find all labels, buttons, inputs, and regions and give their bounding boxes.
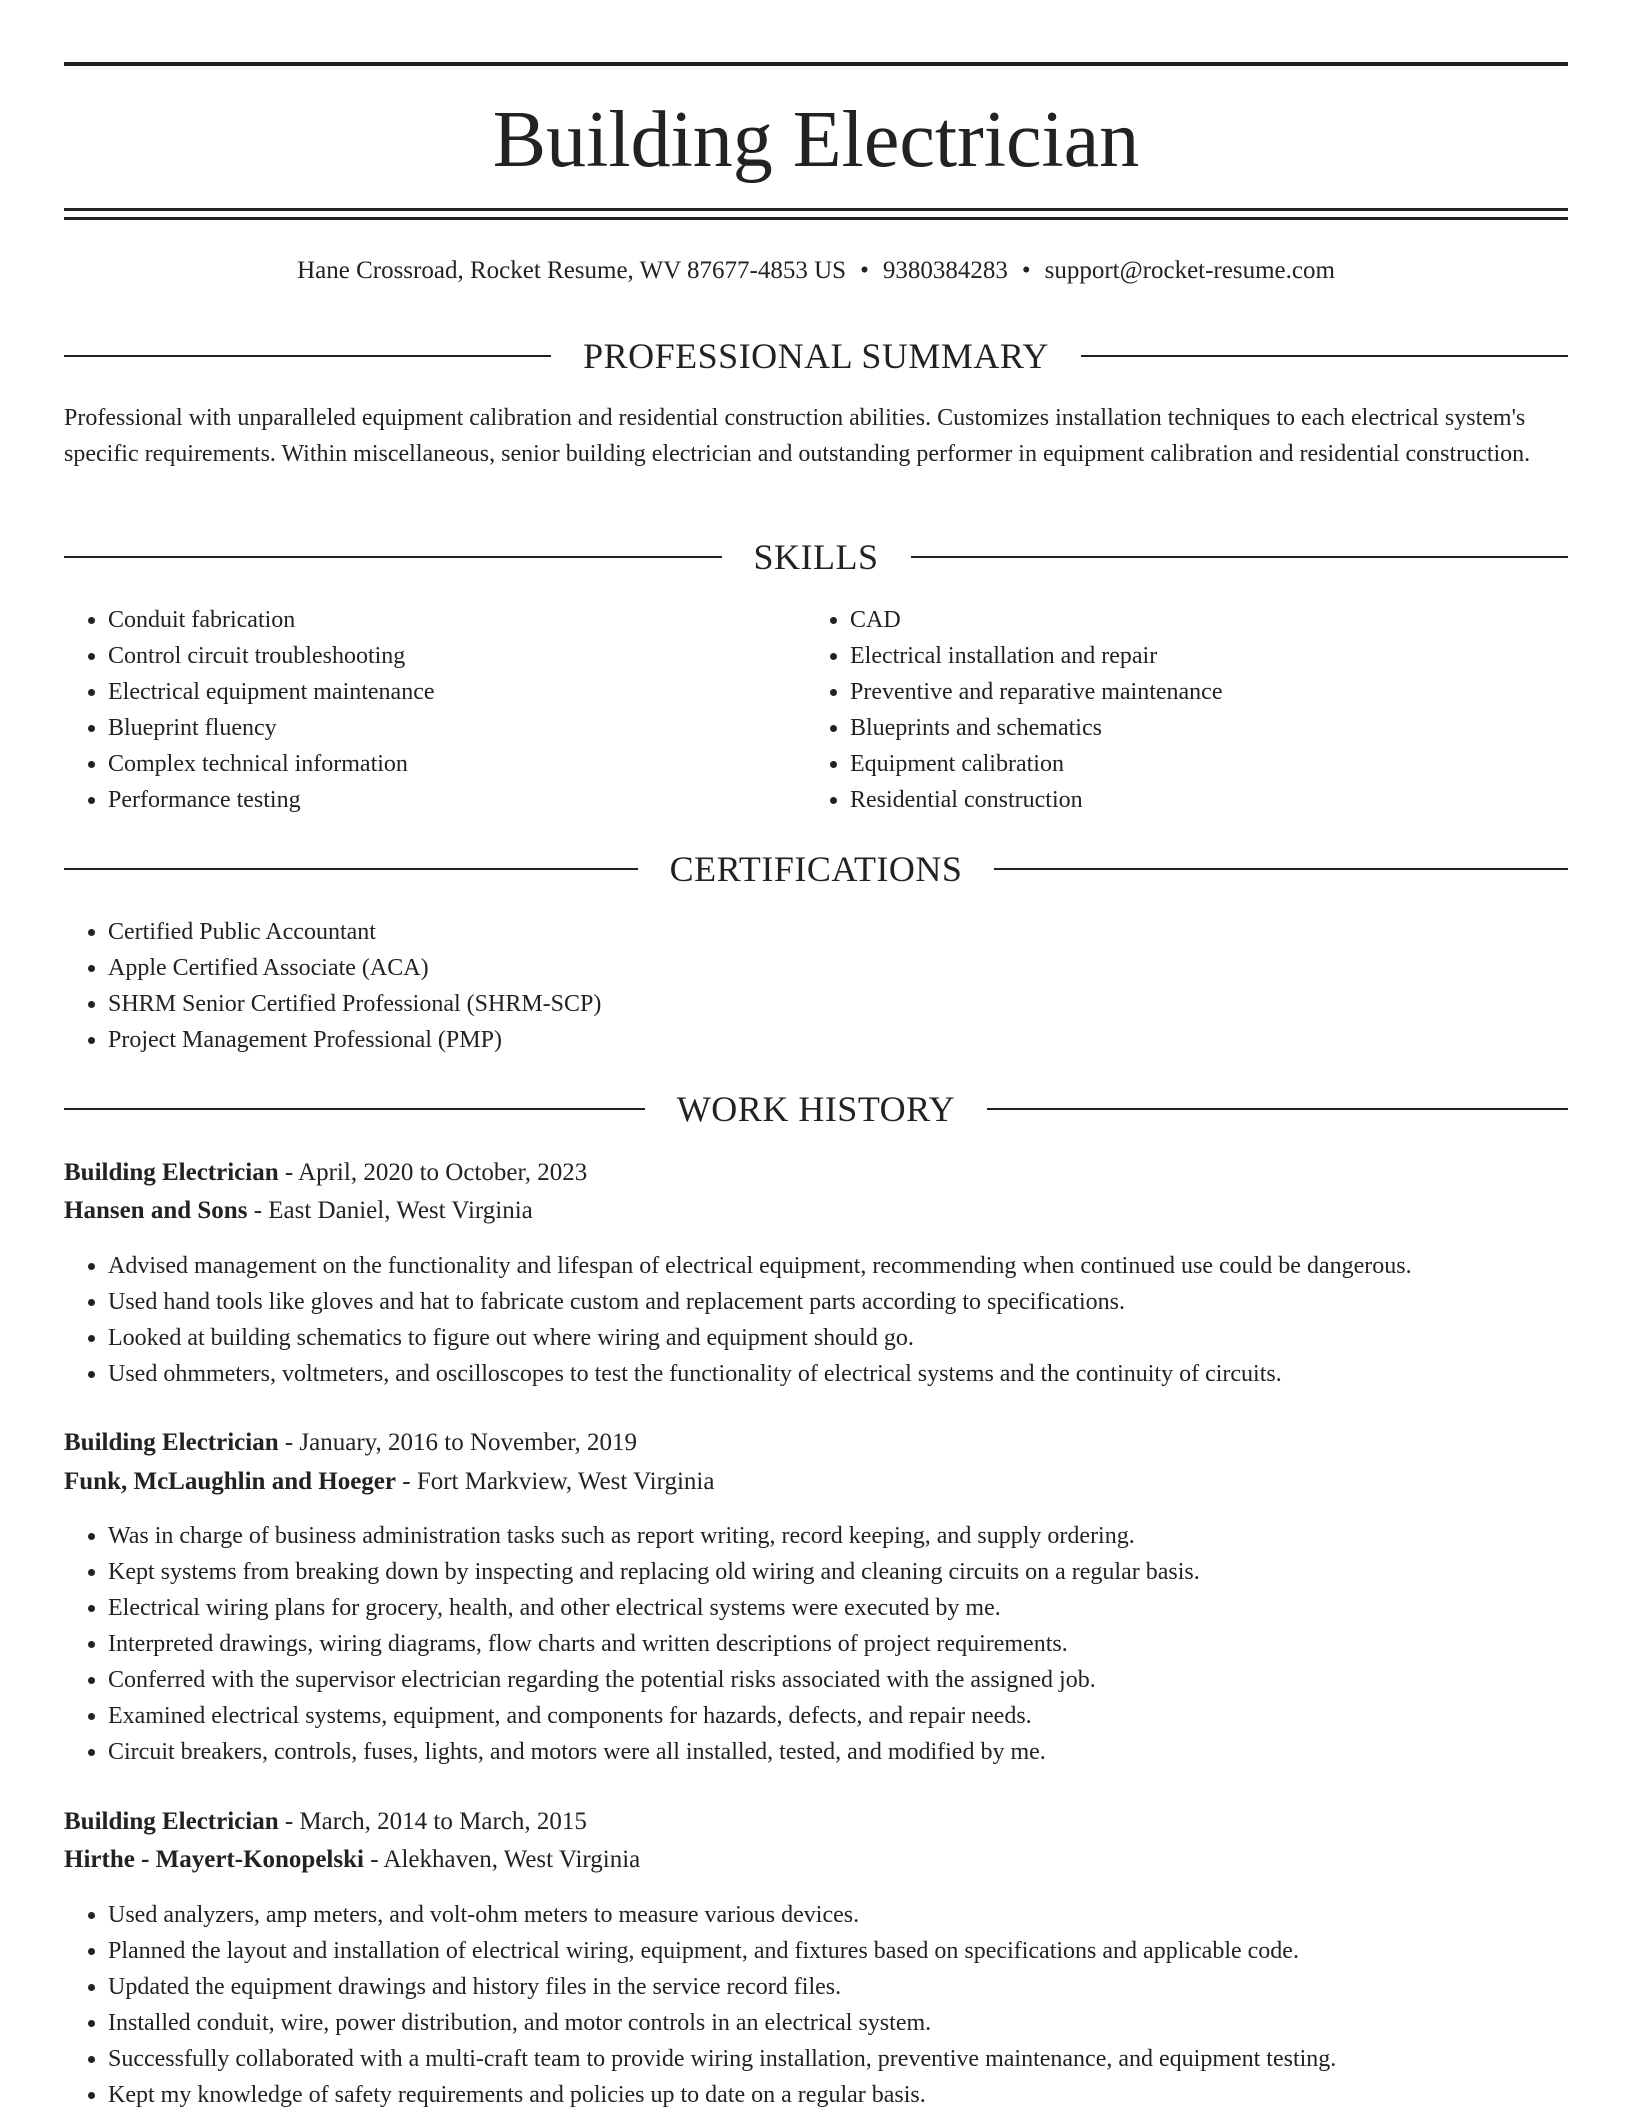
divider-line [64, 556, 722, 558]
skill-item: • Blueprints and schematics [850, 710, 1610, 746]
job-dates: - March, 2014 to March, 2015 [278, 1808, 587, 1835]
job-company-line [64, 1841, 1568, 1879]
double-rule [64, 208, 1568, 220]
job-bullet: • Examined electrical systems, equipment, and components for hazards, defects, and repair needs. [108, 1698, 1568, 1734]
skill-item: • Blueprint fluency [108, 710, 808, 746]
skills-list-left [64, 602, 808, 818]
job-location: - Fort Markview, West Virginia [396, 1468, 715, 1495]
job-bullet: • Circuit breakers, controls, fuses, lights, and motors were all installed, tested, and modified by me. [108, 1734, 1568, 1770]
summary-heading [64, 336, 1568, 376]
job-company-line [64, 1192, 1568, 1230]
section-title: PROFESSIONAL SUMMARY [583, 336, 1049, 376]
contact-phone: 9380384283 [882, 257, 1008, 284]
skills-list-right [806, 602, 1610, 818]
contact-separator: • [860, 257, 869, 284]
job-bullet: • Advised management on the functionality and lifespan of electrical equipment, recommending when continued use could be dangerous. [108, 1248, 1568, 1284]
job-location: - East Daniel, West Virginia [247, 1197, 533, 1224]
job-bullet: • Interpreted drawings, wiring diagrams, flow charts and written descriptions of project requirements. [108, 1626, 1568, 1662]
job-title: Building Electrician [64, 1159, 279, 1186]
job-company: Hirthe - Mayert-Konopelski [64, 1846, 364, 1873]
certification-item: • Project Management Professional (PMP) [108, 1022, 1108, 1058]
divider-line [994, 868, 1568, 870]
skill-item: • Electrical installation and repair [850, 638, 1610, 674]
job-bullet: • Kept systems from breaking down by inspecting and replacing old wiring and cleaning circuits on a regular basis. [108, 1554, 1568, 1590]
job-bullet: • Conferred with the supervisor electrician regarding the potential risks associated with the assigned job. [108, 1662, 1568, 1698]
job-bullet: • Installed conduit, wire, power distribution, and motor controls in an electrical system. [108, 2005, 1568, 2041]
contact-address: Hane Crossroad, Rocket Resume, WV 87677-4853 US [297, 257, 847, 284]
summary-text: Professional with unparalleled equipment calibration and residential construction abilities. Customizes installation techniques to each electrical system's specific requirements. Within miscellaneous, senior building electrician and outstanding performer in equipment calibration and residential construction. [64, 405, 1531, 467]
job-location: - Alekhaven, West Virginia [363, 1846, 641, 1873]
certification-item: • Apple Certified Associate (ACA) [108, 950, 1108, 986]
job-dates: - January, 2016 to November, 2019 [278, 1429, 638, 1456]
skill-item: • Electrical equipment maintenance [108, 674, 808, 710]
contact-email: support@rocket-resume.com [1044, 257, 1335, 284]
certification-item: • Certified Public Accountant [108, 914, 1108, 950]
skill-item: • Control circuit troubleshooting [108, 638, 808, 674]
skill-item: • CAD [850, 602, 1610, 638]
skill-item: • Equipment calibration [850, 746, 1610, 782]
divider-line [64, 1108, 645, 1110]
work-history-heading [64, 1089, 1568, 1129]
skill-item: • Complex technical information [108, 746, 808, 782]
job-title: Building Electrician [64, 1429, 279, 1456]
divider-line [1081, 355, 1568, 357]
job-bullet: • Electrical wiring plans for grocery, health, and other electrical systems were executed by me. [108, 1590, 1568, 1626]
divider-line [987, 1108, 1568, 1110]
job-title-line [64, 1803, 1568, 1841]
job-title-line [64, 1154, 1568, 1192]
top-rule [64, 62, 1568, 66]
job-bullet: • Used ohmmeters, voltmeters, and oscilloscopes to test the functionality of electrical systems and the continuity of circuits. [108, 1356, 1568, 1392]
resume-name: Building Electrician [492, 96, 1140, 184]
skill-item: • Residential construction [850, 782, 1610, 818]
skill-item: • Conduit fabrication [108, 602, 808, 638]
certifications-list [64, 914, 1108, 1058]
job-bullet: • Used hand tools like gloves and hat to fabricate custom and replacement parts according to specifications. [108, 1284, 1568, 1320]
skills-heading [64, 537, 1568, 577]
certification-item: • SHRM Senior Certified Professional (SHRM-SCP) [108, 986, 1108, 1022]
skill-item: • Performance testing [108, 782, 808, 818]
job-bullet: • Looked at building schematics to figure out where wiring and equipment should go. [108, 1320, 1568, 1356]
job-bullet: • Was in charge of business administration tasks such as report writing, record keeping, and supply ordering. [108, 1518, 1568, 1554]
contact-separator: • [1021, 257, 1031, 284]
contact-line [64, 256, 1568, 286]
job-company: Funk, McLaughlin and Hoeger [64, 1468, 396, 1495]
section-title: CERTIFICATIONS [669, 849, 963, 889]
divider-line [64, 355, 551, 357]
certifications-heading [64, 849, 1568, 889]
job-bullets [64, 1518, 1568, 1770]
job-bullet: • Used analyzers, amp meters, and volt-ohm meters to measure various devices. [108, 1897, 1568, 1933]
job-dates: - April, 2020 to October, 2023 [278, 1159, 588, 1186]
section-title: WORK HISTORY [676, 1089, 956, 1129]
divider-line [64, 868, 638, 870]
section-title: SKILLS [753, 537, 879, 577]
job-company-line [64, 1463, 1568, 1501]
divider-line [911, 556, 1569, 558]
job-title-line [64, 1424, 1568, 1462]
job-bullets [64, 1897, 1568, 2113]
job-bullets [64, 1248, 1568, 1392]
job-company: Hansen and Sons [64, 1197, 248, 1224]
job-bullet: • Successfully collaborated with a multi-craft team to provide wiring installation, preventive maintenance, and equipment testing. [108, 2041, 1568, 2077]
job-title: Building Electrician [64, 1808, 279, 1835]
job-bullet: • Kept my knowledge of safety requirements and policies up to date on a regular basis. [108, 2077, 1568, 2113]
skill-item: • Preventive and reparative maintenance [850, 674, 1610, 710]
job-bullet: • Planned the layout and installation of electrical wiring, equipment, and fixtures based on specifications and applicable code. [108, 1933, 1568, 1969]
job-bullet: • Updated the equipment drawings and history files in the service record files. [108, 1969, 1568, 2005]
